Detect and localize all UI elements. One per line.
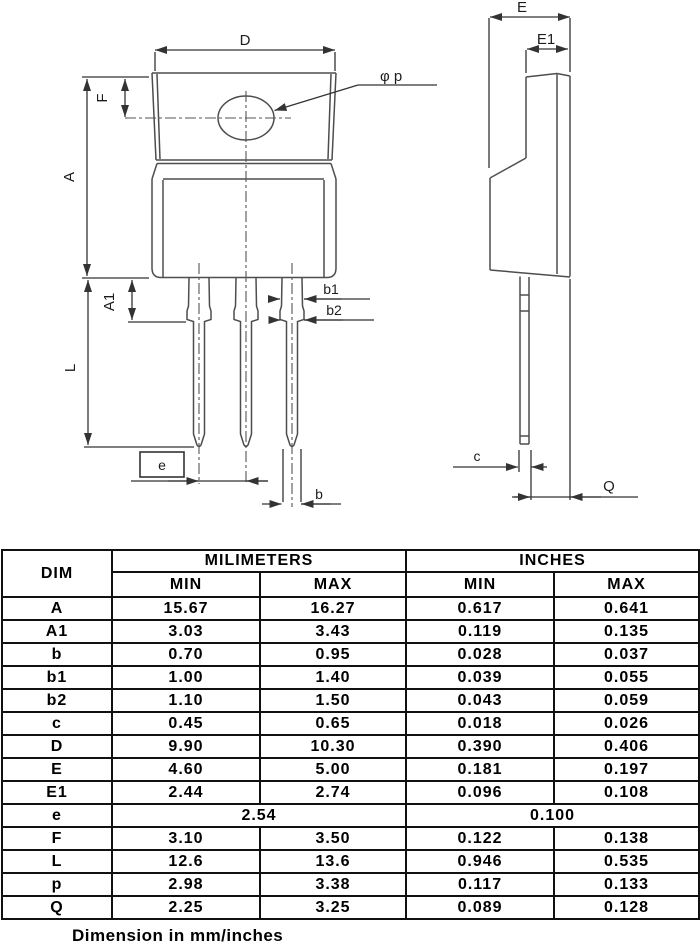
cell-dim: b <box>2 643 112 666</box>
table-row <box>2 827 699 850</box>
cell-in-max: 0.133 <box>554 873 699 896</box>
cell-in-min: 0.043 <box>406 689 554 712</box>
dim-A <box>82 77 149 278</box>
cell-mm-max: 5.00 <box>260 758 406 781</box>
cell-in-max: 0.026 <box>554 712 699 735</box>
dim-D <box>155 50 335 71</box>
side-lead <box>520 277 529 445</box>
cell-mm-min: 0.70 <box>112 643 260 666</box>
cell-mm-max: 3.25 <box>260 896 406 919</box>
cell-in-max: 0.641 <box>554 597 699 620</box>
cell-mm-max: 3.50 <box>260 827 406 850</box>
table-row <box>2 689 699 712</box>
cell-dim: F <box>2 827 112 850</box>
cell-dim: p <box>2 873 112 896</box>
dim-A1 <box>128 280 186 322</box>
cell-mm-max: 2.74 <box>260 781 406 804</box>
cell-dim: A <box>2 597 112 620</box>
cell-in-max: 0.059 <box>554 689 699 712</box>
cell-dim: L <box>2 850 112 873</box>
header-millimeters: MILIMETERS <box>112 550 406 572</box>
label-c: c <box>473 448 481 464</box>
cell-in-min: 0.018 <box>406 712 554 735</box>
cell-in-min: 0.181 <box>406 758 554 781</box>
label-D: D <box>239 32 251 49</box>
cell-dim: E <box>2 758 112 781</box>
cell-mm-min: 4.60 <box>112 758 260 781</box>
cell-dim: Q <box>2 896 112 919</box>
header-mm-max: MAX <box>260 572 406 597</box>
cell-in-max: 0.535 <box>554 850 699 873</box>
table-row <box>2 781 699 804</box>
header-in-max: MAX <box>554 572 699 597</box>
leader-phi-p <box>275 85 438 111</box>
label-A: A <box>61 171 78 183</box>
label-E1: E1 <box>536 31 556 48</box>
label-b2: b2 <box>326 302 342 318</box>
cell-mm-max: 1.40 <box>260 666 406 689</box>
dimension-table-container <box>1 549 698 920</box>
cell-mm-min: 2.44 <box>112 781 260 804</box>
table-row <box>2 620 699 643</box>
mounting-tab-outline <box>152 73 336 179</box>
cell-mm-min: 3.03 <box>112 620 260 643</box>
cell-mm-min: 3.10 <box>112 827 260 850</box>
label-phi-p: φ p <box>380 68 403 85</box>
label-F: F <box>94 93 111 103</box>
header-inches: INCHES <box>406 550 699 572</box>
cell-in-max: 0.037 <box>554 643 699 666</box>
table-header-row-units <box>2 550 699 572</box>
cell-in-merged: 0.100 <box>406 804 699 827</box>
side-view <box>490 74 570 445</box>
table-row <box>2 735 699 758</box>
side-view-dimensions <box>453 17 638 500</box>
cell-in-min: 0.617 <box>406 597 554 620</box>
table-row <box>2 712 699 735</box>
cell-dim: b1 <box>2 666 112 689</box>
dim-E <box>489 17 570 168</box>
cell-mm-merged: 2.54 <box>112 804 406 827</box>
cell-mm-max: 1.50 <box>260 689 406 712</box>
cell-dim: A1 <box>2 620 112 643</box>
label-Q: Q <box>603 478 615 495</box>
cell-mm-max: 10.30 <box>260 735 406 758</box>
label-e: e <box>158 457 166 473</box>
cell-in-max: 0.055 <box>554 666 699 689</box>
dim-c <box>453 450 547 500</box>
side-body-outline <box>490 74 570 278</box>
header-in-min: MIN <box>406 572 554 597</box>
header-mm-min: MIN <box>112 572 260 597</box>
label-b: b <box>315 486 323 502</box>
table-row <box>2 643 699 666</box>
front-view <box>125 73 336 507</box>
cell-in-min: 0.122 <box>406 827 554 850</box>
label-A1: A1 <box>101 292 118 312</box>
cell-dim: c <box>2 712 112 735</box>
cell-in-max: 0.406 <box>554 735 699 758</box>
dim-E1 <box>526 49 568 73</box>
table-row <box>2 758 699 781</box>
cell-mm-max: 0.65 <box>260 712 406 735</box>
table-row <box>2 666 699 689</box>
cell-mm-max: 16.27 <box>260 597 406 620</box>
cell-in-max: 0.128 <box>554 896 699 919</box>
molded-body-outline <box>152 179 336 278</box>
cell-mm-max: 13.6 <box>260 850 406 873</box>
cell-mm-min: 15.67 <box>112 597 260 620</box>
table-row-e <box>2 804 699 827</box>
cell-dim: E1 <box>2 781 112 804</box>
table-row <box>2 873 699 896</box>
centerlines <box>125 91 292 507</box>
label-L: L <box>62 363 79 373</box>
cell-in-min: 0.089 <box>406 896 554 919</box>
cell-mm-min: 1.00 <box>112 666 260 689</box>
cell-in-min: 0.946 <box>406 850 554 873</box>
cell-in-min: 0.096 <box>406 781 554 804</box>
cell-in-min: 0.390 <box>406 735 554 758</box>
header-dim: DIM <box>2 550 112 597</box>
cell-mm-max: 3.43 <box>260 620 406 643</box>
cell-in-max: 0.108 <box>554 781 699 804</box>
cell-mm-min: 9.90 <box>112 735 260 758</box>
cell-mm-max: 0.95 <box>260 643 406 666</box>
cell-in-min: 0.039 <box>406 666 554 689</box>
label-E: E <box>516 0 528 16</box>
cell-in-max: 0.197 <box>554 758 699 781</box>
table-row <box>2 850 699 873</box>
cell-mm-max: 3.38 <box>260 873 406 896</box>
cell-mm-min: 0.45 <box>112 712 260 735</box>
dimension-table <box>1 549 700 920</box>
cell-in-min: 0.117 <box>406 873 554 896</box>
cell-in-max: 0.138 <box>554 827 699 850</box>
dimension-unit-note: Dimension in mm/inches <box>72 926 284 945</box>
cell-mm-min: 1.10 <box>112 689 260 712</box>
cell-mm-min: 2.98 <box>112 873 260 896</box>
label-b1: b1 <box>323 281 339 297</box>
cell-in-min: 0.028 <box>406 643 554 666</box>
cell-mm-min: 2.25 <box>112 896 260 919</box>
cell-dim: b2 <box>2 689 112 712</box>
cell-dim: e <box>2 804 112 827</box>
table-row <box>2 896 699 919</box>
table-row <box>2 597 699 620</box>
cell-mm-min: 12.6 <box>112 850 260 873</box>
cell-dim: D <box>2 735 112 758</box>
cell-in-min: 0.119 <box>406 620 554 643</box>
cell-in-max: 0.135 <box>554 620 699 643</box>
